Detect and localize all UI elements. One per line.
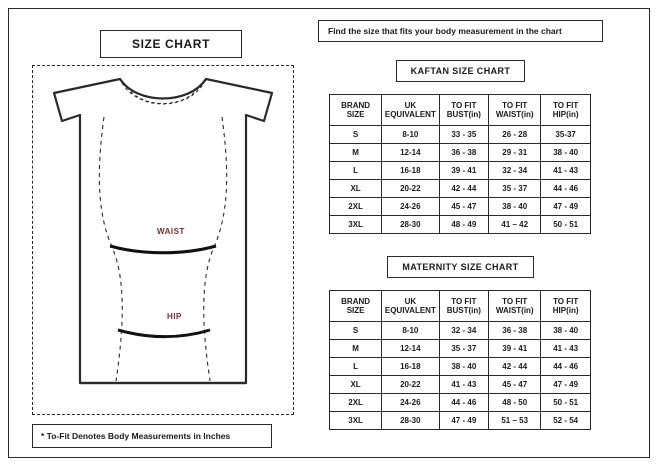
footnote-text: * To-Fit Denotes Body Measurements in Inches bbox=[41, 431, 231, 441]
header-hip bbox=[541, 291, 591, 322]
instruction-banner bbox=[318, 20, 603, 42]
cell-hip: 47 - 49 bbox=[541, 376, 591, 394]
waist-label: WAIST bbox=[157, 227, 185, 236]
cell-bust: 39 - 41 bbox=[439, 162, 489, 180]
cell-hip: 38 - 40 bbox=[541, 322, 591, 340]
instruction-banner-text: Find the size that fits your body measurement in the chart bbox=[328, 26, 562, 36]
cell-brand-size: 3XL bbox=[330, 216, 382, 234]
table-row bbox=[330, 162, 591, 180]
header-uk-line1: UK bbox=[404, 296, 417, 306]
cell-brand-size: 3XL bbox=[330, 412, 382, 430]
cell-brand-size: S bbox=[330, 126, 382, 144]
header-hip-line1: TO FIT bbox=[553, 296, 579, 306]
cell-bust: 32 - 34 bbox=[439, 322, 489, 340]
table-header-row bbox=[330, 291, 591, 322]
cell-waist: 41 – 42 bbox=[489, 216, 541, 234]
cell-uk: 28-30 bbox=[382, 412, 439, 430]
cell-hip: 52 - 54 bbox=[541, 412, 591, 430]
neckline-stitch bbox=[122, 83, 204, 104]
cell-brand-size: M bbox=[330, 340, 382, 358]
cell-uk: 12-14 bbox=[382, 340, 439, 358]
cell-waist: 36 - 38 bbox=[489, 322, 541, 340]
maternity-section-title-text: MATERNITY SIZE CHART bbox=[402, 262, 519, 272]
header-bust-line1: TO FIT bbox=[451, 100, 477, 110]
header-hip-line2: HIP(in) bbox=[552, 306, 579, 315]
cell-hip: 38 - 40 bbox=[541, 144, 591, 162]
cell-bust: 42 - 44 bbox=[439, 180, 489, 198]
table-row bbox=[330, 126, 591, 144]
header-waist-line2: WAIST(in) bbox=[495, 110, 534, 119]
cell-brand-size: XL bbox=[330, 180, 382, 198]
cell-bust: 36 - 38 bbox=[439, 144, 489, 162]
header-uk-equivalent bbox=[382, 95, 439, 126]
header-uk-equivalent bbox=[382, 291, 439, 322]
header-brand-size-line1: BRAND bbox=[341, 296, 371, 306]
footnote bbox=[32, 424, 272, 448]
cell-uk: 8-10 bbox=[382, 322, 439, 340]
header-bust-line2: BUST(in) bbox=[446, 110, 481, 119]
header-hip-line1: TO FIT bbox=[553, 100, 579, 110]
cell-bust: 47 - 49 bbox=[439, 412, 489, 430]
header-bust-line2: BUST(in) bbox=[446, 306, 481, 315]
cell-hip: 41 - 43 bbox=[541, 340, 591, 358]
table-row bbox=[330, 198, 591, 216]
cell-waist: 26 - 28 bbox=[489, 126, 541, 144]
kaftan-section-title bbox=[396, 60, 526, 82]
garment-diagram-column bbox=[22, 20, 302, 448]
table-row bbox=[330, 322, 591, 340]
cell-hip: 44 - 46 bbox=[541, 358, 591, 376]
hip-measure-line bbox=[118, 330, 210, 337]
header-brand-size bbox=[330, 95, 382, 126]
cell-brand-size: XL bbox=[330, 376, 382, 394]
cell-bust: 45 - 47 bbox=[439, 198, 489, 216]
cell-bust: 33 - 35 bbox=[439, 126, 489, 144]
cell-waist: 38 - 40 bbox=[489, 198, 541, 216]
neckline-stitch-inner bbox=[127, 87, 199, 104]
cell-uk: 20-22 bbox=[382, 376, 439, 394]
cell-brand-size: L bbox=[330, 358, 382, 376]
table-row bbox=[330, 216, 591, 234]
cell-uk: 20-22 bbox=[382, 180, 439, 198]
cell-uk: 12-14 bbox=[382, 144, 439, 162]
table-row bbox=[330, 180, 591, 198]
kaftan-title-wrap bbox=[318, 60, 603, 82]
header-bust bbox=[439, 291, 489, 322]
cell-waist: 29 - 31 bbox=[489, 144, 541, 162]
header-waist-line1: TO FIT bbox=[502, 100, 528, 110]
maternity-title-wrap bbox=[318, 256, 603, 278]
cell-bust: 44 - 46 bbox=[439, 394, 489, 412]
cell-brand-size: L bbox=[330, 162, 382, 180]
cell-uk: 8-10 bbox=[382, 126, 439, 144]
maternity-section-title bbox=[387, 256, 533, 278]
header-hip-line2: HIP(in) bbox=[552, 110, 579, 119]
hip-label: HIP bbox=[167, 312, 182, 321]
header-brand-size-line1: BRAND bbox=[341, 100, 371, 110]
header-bust bbox=[439, 95, 489, 126]
table-row bbox=[330, 340, 591, 358]
cell-brand-size: M bbox=[330, 144, 382, 162]
header-brand-size-line2: SIZE bbox=[346, 110, 365, 119]
cell-waist: 39 - 41 bbox=[489, 340, 541, 358]
header-waist-line2: WAIST(in) bbox=[495, 306, 534, 315]
page-title-text: SIZE CHART bbox=[132, 37, 210, 51]
maternity-size-table bbox=[329, 290, 591, 430]
kaftan-illustration bbox=[32, 65, 294, 415]
header-uk-line1: UK bbox=[404, 100, 417, 110]
header-waist bbox=[489, 291, 541, 322]
cell-uk: 16-18 bbox=[382, 358, 439, 376]
cell-uk: 24-26 bbox=[382, 198, 439, 216]
kaftan-size-table bbox=[329, 94, 591, 234]
cell-brand-size: S bbox=[330, 322, 382, 340]
cell-brand-size: 2XL bbox=[330, 394, 382, 412]
header-uk-line2: EQUIVALENT bbox=[384, 110, 436, 119]
cell-waist: 32 - 34 bbox=[489, 162, 541, 180]
header-uk-line2: EQUIVALENT bbox=[384, 306, 436, 315]
cell-brand-size: 2XL bbox=[330, 198, 382, 216]
header-hip bbox=[541, 95, 591, 126]
header-bust-line1: TO FIT bbox=[451, 296, 477, 306]
cell-uk: 28-30 bbox=[382, 216, 439, 234]
cell-waist: 48 - 50 bbox=[489, 394, 541, 412]
kaftan-section-title-text: KAFTAN SIZE CHART bbox=[410, 66, 511, 76]
cell-hip: 35-37 bbox=[541, 126, 591, 144]
table-row bbox=[330, 358, 591, 376]
cell-waist: 45 - 47 bbox=[489, 376, 541, 394]
table-row bbox=[330, 144, 591, 162]
cell-hip: 47 - 49 bbox=[541, 198, 591, 216]
header-waist-line1: TO FIT bbox=[502, 296, 528, 306]
cell-bust: 48 - 49 bbox=[439, 216, 489, 234]
header-brand-size-line2: SIZE bbox=[346, 306, 365, 315]
waist-measure-line bbox=[110, 246, 216, 253]
table-header-row bbox=[330, 95, 591, 126]
page-title bbox=[100, 30, 242, 58]
cell-hip: 50 - 51 bbox=[541, 394, 591, 412]
cell-waist: 51 – 53 bbox=[489, 412, 541, 430]
cell-hip: 44 - 46 bbox=[541, 180, 591, 198]
header-waist bbox=[489, 95, 541, 126]
cell-hip: 41 - 43 bbox=[541, 162, 591, 180]
cell-uk: 24-26 bbox=[382, 394, 439, 412]
cell-waist: 42 - 44 bbox=[489, 358, 541, 376]
cell-bust: 38 - 40 bbox=[439, 358, 489, 376]
table-row bbox=[330, 394, 591, 412]
table-row bbox=[330, 376, 591, 394]
header-brand-size bbox=[330, 291, 382, 322]
size-tables-column bbox=[318, 20, 638, 430]
cell-bust: 35 - 37 bbox=[439, 340, 489, 358]
table-row bbox=[330, 412, 591, 430]
cell-hip: 50 - 51 bbox=[541, 216, 591, 234]
cell-waist: 35 - 37 bbox=[489, 180, 541, 198]
cell-bust: 41 - 43 bbox=[439, 376, 489, 394]
cell-uk: 16-18 bbox=[382, 162, 439, 180]
